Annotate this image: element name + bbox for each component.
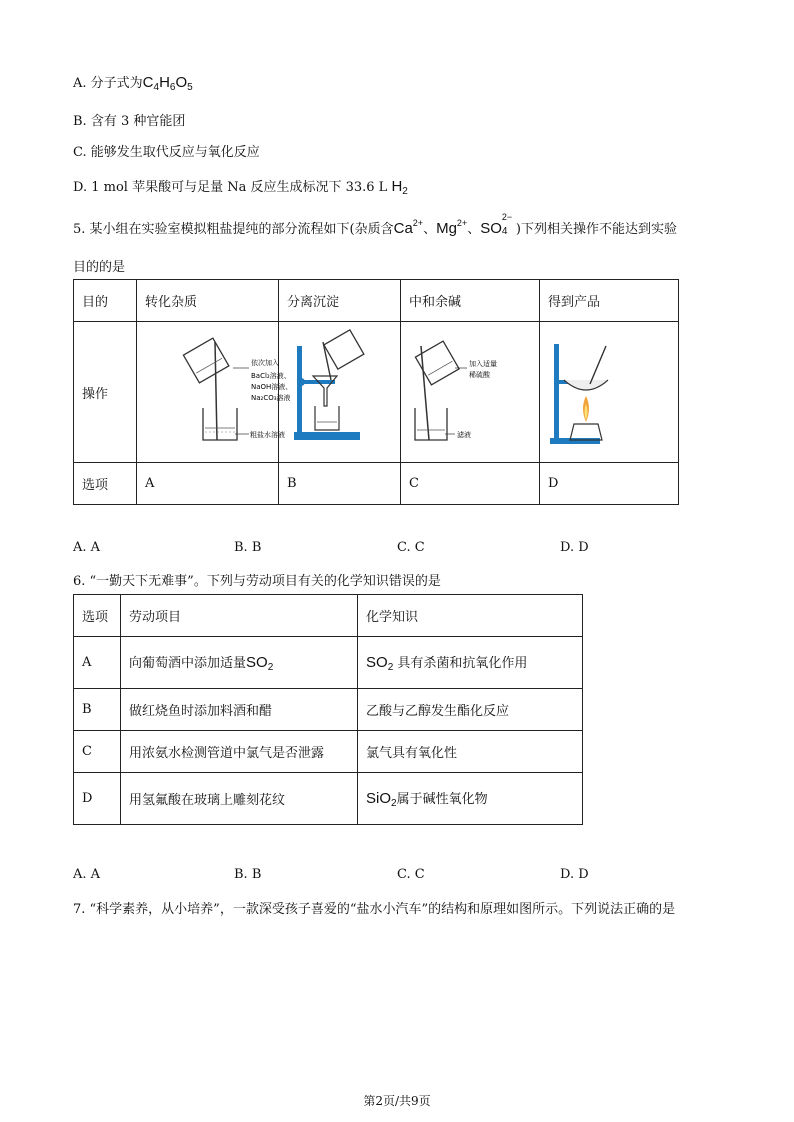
q6-header-row [74,595,583,637]
q5-figure-c-cell [401,322,540,463]
q6-head-knowledge: 化学知识 [358,595,583,637]
q6-c-project: 用浓氨水检测管道中氯气是否泄露 [121,731,358,773]
q6-answer-c: C. C [397,867,425,882]
q5-purpose-c: 中和余碱 [401,280,540,322]
ion-mg: $Mg^{2+}$ [436,218,468,237]
q6-row-d [74,773,583,825]
q4-option-a: A. 分子式为$C_4H_6O_5$ [73,74,193,93]
q5-row-purpose [74,280,679,322]
q5-head-purpose: 目的 [74,280,137,322]
q5-purpose-b: 分离沉淀 [279,280,401,322]
q6-d-option: D [74,773,121,825]
ion-ca: $Ca^{2+}$ [393,218,424,237]
q5-option-a: A [137,463,279,505]
q6-head-option: 选项 [74,595,121,637]
q6-a-option: A [74,637,121,689]
fig-c-label-3: 滤液 [457,431,471,439]
q7-stem: 7. “科学素养，从小培养”，一款深受孩子喜爱的“盐水小汽车”的结构和原理如图所示。下列说法正确的是 [73,902,676,917]
formula-c4h6o5: $C_4H_6O_5$ [142,74,193,93]
figure-b-filtration [279,322,399,458]
q5-stem: 5. 某小组在实验室模拟粗盐提纯的部分流程如下(杂质含$Ca^{2+}$、$Mg^{2+}$、SO 2− 4 )下列相关操作不能达到实验 [73,212,677,237]
q5-head-option: 选项 [74,463,137,505]
ion-so4: SO 2− 4 [480,212,513,237]
fig-a-label-4: Na₂CO₃溶液 [251,394,291,402]
q6-c-option: C [74,731,121,773]
q5-answer-a: A. A [73,540,101,555]
q5-option-b: B [279,463,401,505]
q6-answer-d: D. D [560,867,589,882]
q5-figure-b-cell [279,322,401,463]
q6-a-project: 向葡萄酒中添加适量$SO_2$ [121,637,358,689]
q6-answer-b: B. B [234,867,262,882]
q4-option-d: D. 1 mol 苹果酸可与足量 Na 反应生成标况下 33.6 L $H_2$ [73,178,408,197]
q6-head-project: 劳动项目 [121,595,358,637]
q5-row-option [74,463,679,505]
q5-purpose-d: 得到产品 [540,280,679,322]
q4-option-b: B. 含有 3 种官能团 [73,114,186,129]
q5-option-d: D [540,463,679,505]
q6-d-project: 用氢氟酸在玻璃上雕刻花纹 [121,773,358,825]
figure-c-neutralize [401,322,539,458]
fig-a-label-1: 依次加入 [251,359,279,367]
q6-b-knowledge: 乙酸与乙醇发生酯化反应 [358,689,583,731]
q4-option-c: C. 能够发生取代反应与氧化反应 [73,145,260,160]
fig-a-label-2: BaCl₂溶液、 [251,372,291,380]
q5-stem-cont: 目的的是 [73,260,126,275]
fig-a-label-5: 粗盐水溶液 [250,431,285,439]
q5-figure-a-cell [137,322,293,463]
q6-d-knowledge: SiO$_2$属于碱性氧化物 [358,773,583,825]
figure-d-evaporation [540,322,670,458]
q5-row-operation [74,322,679,463]
q5-answer-b: B. B [234,540,262,555]
q5-answer-d: D. D [560,540,589,555]
q5-figure-d-cell [540,322,679,463]
fig-a-label-3: NaOH溶液、 [251,383,293,391]
page-footer: 第2页/共9页 [363,1094,431,1108]
q6-a-knowledge: $SO_2$ 具有杀菌和抗氧化作用 [358,637,583,689]
q5-purpose-a: 转化杂质 [137,280,279,322]
formula-h2: $H_2$ [391,178,408,197]
q5-head-operation: 操作 [74,322,137,463]
q6-table [73,594,583,825]
q6-row-b [74,689,583,731]
fig-c-label-1: 加入适量 [469,360,497,368]
q6-b-option: B [74,689,121,731]
fig-c-label-2: 稀硫酸 [469,371,490,379]
q5-table [73,279,679,505]
q5-answer-c: C. C [397,540,425,555]
q6-row-c [74,731,583,773]
q6-stem: 6. “一勤天下无难事”。下列与劳动项目有关的化学知识错误的是 [73,574,441,589]
q5-option-c: C [401,463,540,505]
q6-row-a [74,637,583,689]
figure-a-beaker-pouring [137,322,293,458]
q6-answer-a: A. A [73,867,101,882]
q6-b-project: 做红烧鱼时添加料酒和醋 [121,689,358,731]
q6-c-knowledge: 氯气具有氧化性 [358,731,583,773]
